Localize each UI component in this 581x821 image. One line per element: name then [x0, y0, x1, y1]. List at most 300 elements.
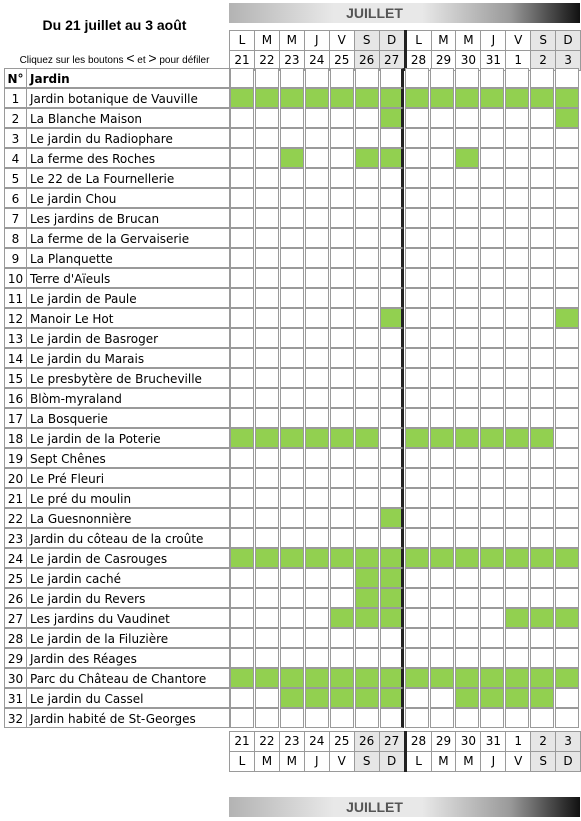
day-header-top — [229, 30, 581, 71]
closed-day-cell — [355, 288, 379, 308]
closed-day-cell — [230, 688, 254, 708]
closed-day-cell — [330, 488, 354, 508]
garden-number: 3 — [4, 128, 26, 148]
closed-day-cell — [455, 628, 479, 648]
day-number-bottom-5: 26 — [354, 732, 379, 752]
closed-day-cell — [380, 328, 404, 348]
closed-day-cell — [430, 508, 454, 528]
instructions-post: pour défiler — [156, 55, 210, 66]
closed-day-cell — [530, 388, 554, 408]
open-day-cell — [455, 88, 479, 108]
closed-day-cell — [430, 208, 454, 228]
day-letter-top-10: J — [481, 31, 506, 51]
closed-day-cell — [330, 468, 354, 488]
closed-day-cell — [530, 528, 554, 548]
header-day-cell — [530, 68, 554, 88]
closed-day-cell — [480, 448, 504, 468]
closed-day-cell — [405, 448, 429, 468]
closed-day-cell — [280, 108, 304, 128]
header-day-cell — [480, 68, 504, 88]
closed-day-cell — [505, 148, 529, 168]
closed-day-cell — [455, 608, 479, 628]
closed-day-cell — [255, 148, 279, 168]
closed-day-cell — [505, 328, 529, 348]
closed-day-cell — [280, 188, 304, 208]
closed-day-cell — [555, 348, 579, 368]
garden-name[interactable]: La Bosquerie — [26, 408, 230, 428]
closed-day-cell — [505, 388, 529, 408]
next-symbol: > — [148, 50, 157, 66]
closed-day-cell — [305, 448, 329, 468]
closed-day-cell — [305, 248, 329, 268]
closed-day-cell — [430, 468, 454, 488]
closed-day-cell — [480, 328, 504, 348]
garden-number: 26 — [4, 588, 26, 608]
open-day-cell — [355, 148, 379, 168]
day-letter-top-8: M — [431, 31, 456, 51]
closed-day-cell — [505, 588, 529, 608]
closed-day-cell — [505, 528, 529, 548]
table-row — [0, 428, 581, 448]
garden-name[interactable]: Sept Chênes — [26, 448, 230, 468]
closed-day-cell — [480, 188, 504, 208]
day-number-bottom-4: 25 — [329, 732, 354, 752]
closed-day-cell — [355, 488, 379, 508]
garden-number: 19 — [4, 448, 26, 468]
open-day-cell — [330, 608, 354, 628]
closed-day-cell — [480, 208, 504, 228]
open-day-cell — [455, 668, 479, 688]
closed-day-cell — [530, 408, 554, 428]
garden-number: 2 — [4, 108, 26, 128]
closed-day-cell — [405, 328, 429, 348]
closed-day-cell — [330, 368, 354, 388]
garden-name[interactable]: Le jardin de Basroger — [26, 328, 230, 348]
closed-day-cell — [405, 148, 429, 168]
closed-day-cell — [380, 348, 404, 368]
garden-name[interactable]: La Blanche Maison — [26, 108, 230, 128]
closed-day-cell — [305, 348, 329, 368]
open-day-cell — [355, 688, 379, 708]
page-title: Du 21 juillet au 3 août — [42, 17, 187, 33]
closed-day-cell — [555, 168, 579, 188]
day-number-top-1: 22 — [254, 51, 279, 71]
closed-day-cell — [355, 368, 379, 388]
garden-name[interactable]: Jardin botanique de Vauville — [26, 88, 230, 108]
garden-name[interactable]: Le jardin caché — [26, 568, 230, 588]
open-day-cell — [530, 428, 554, 448]
table-row — [0, 648, 581, 668]
day-number-top-2: 23 — [279, 51, 304, 71]
closed-day-cell — [330, 308, 354, 328]
closed-day-cell — [330, 708, 354, 728]
open-day-cell — [230, 428, 254, 448]
closed-day-cell — [405, 248, 429, 268]
closed-day-cell — [355, 328, 379, 348]
garden-name[interactable]: Le 22 de La Fournellerie — [26, 168, 230, 188]
closed-day-cell — [430, 708, 454, 728]
closed-day-cell — [280, 128, 304, 148]
closed-day-cell — [530, 208, 554, 228]
garden-number: 6 — [4, 188, 26, 208]
closed-day-cell — [555, 568, 579, 588]
closed-day-cell — [305, 288, 329, 308]
table-row — [0, 148, 581, 168]
closed-day-cell — [505, 568, 529, 588]
closed-day-cell — [430, 348, 454, 368]
closed-day-cell — [255, 268, 279, 288]
closed-day-cell — [305, 628, 329, 648]
closed-day-cell — [355, 448, 379, 468]
closed-day-cell — [305, 408, 329, 428]
day-letter-bottom-10: J — [481, 752, 506, 772]
closed-day-cell — [355, 508, 379, 528]
closed-day-cell — [480, 348, 504, 368]
closed-day-cell — [280, 408, 304, 428]
garden-name[interactable]: Le jardin de Casrouges — [26, 548, 230, 568]
closed-day-cell — [455, 228, 479, 248]
closed-day-cell — [555, 588, 579, 608]
closed-day-cell — [505, 128, 529, 148]
closed-day-cell — [380, 488, 404, 508]
closed-day-cell — [455, 568, 479, 588]
closed-day-cell — [255, 328, 279, 348]
garden-name[interactable]: Jardin des Réages — [26, 648, 230, 668]
instructions-pre: Cliquez sur les boutons — [19, 55, 127, 66]
closed-day-cell — [255, 488, 279, 508]
closed-day-cell — [305, 588, 329, 608]
closed-day-cell — [480, 388, 504, 408]
garden-name[interactable]: La Planquette — [26, 248, 230, 268]
closed-day-cell — [455, 208, 479, 228]
table-row — [0, 248, 581, 268]
garden-number: 32 — [4, 708, 26, 728]
closed-day-cell — [380, 468, 404, 488]
closed-day-cell — [355, 228, 379, 248]
garden-name[interactable]: Terre d'Aïeuls — [26, 268, 230, 288]
closed-day-cell — [555, 448, 579, 468]
garden-name[interactable]: Jardin du côteau de la croûte — [26, 528, 230, 548]
day-letter-bottom-12: S — [531, 752, 556, 772]
day-letter-bottom-11: V — [506, 752, 531, 772]
header-day-cell — [430, 68, 454, 88]
day-number-top-0: 21 — [230, 51, 255, 71]
closed-day-cell — [305, 128, 329, 148]
table-row — [0, 228, 581, 248]
closed-day-cell — [230, 148, 254, 168]
closed-day-cell — [330, 168, 354, 188]
closed-day-cell — [280, 528, 304, 548]
closed-day-cell — [430, 568, 454, 588]
open-day-cell — [380, 308, 404, 328]
open-day-cell — [405, 88, 429, 108]
closed-day-cell — [230, 288, 254, 308]
open-day-cell — [255, 668, 279, 688]
closed-day-cell — [380, 248, 404, 268]
closed-day-cell — [305, 508, 329, 528]
closed-day-cell — [330, 528, 354, 548]
open-day-cell — [280, 88, 304, 108]
garden-name[interactable]: Le jardin Chou — [26, 188, 230, 208]
day-letters-row-bottom — [230, 752, 581, 772]
closed-day-cell — [330, 248, 354, 268]
garden-name[interactable]: Manoir Le Hot — [26, 308, 230, 328]
closed-day-cell — [455, 488, 479, 508]
table-row — [0, 188, 581, 208]
closed-day-cell — [455, 188, 479, 208]
table-row — [0, 168, 581, 188]
closed-day-cell — [530, 568, 554, 588]
closed-day-cell — [430, 248, 454, 268]
day-letter-top-6: D — [379, 31, 405, 51]
closed-day-cell — [380, 208, 404, 228]
closed-day-cell — [555, 648, 579, 668]
garden-name[interactable]: Le jardin du Marais — [26, 348, 230, 368]
closed-day-cell — [380, 288, 404, 308]
open-day-cell — [330, 548, 354, 568]
closed-day-cell — [280, 248, 304, 268]
garden-number: 7 — [4, 208, 26, 228]
closed-day-cell — [380, 708, 404, 728]
closed-day-cell — [405, 128, 429, 148]
open-day-cell — [480, 428, 504, 448]
closed-day-cell — [530, 448, 554, 468]
closed-day-cell — [230, 588, 254, 608]
open-day-cell — [430, 668, 454, 688]
closed-day-cell — [305, 228, 329, 248]
open-day-cell — [305, 548, 329, 568]
open-day-cell — [530, 88, 554, 108]
closed-day-cell — [255, 508, 279, 528]
closed-day-cell — [355, 168, 379, 188]
garden-name[interactable]: Parc du Château de Chantore — [26, 668, 230, 688]
closed-day-cell — [455, 408, 479, 428]
garden-name[interactable]: Blòm-myraland — [26, 388, 230, 408]
header-day-cell — [380, 68, 404, 88]
closed-day-cell — [505, 288, 529, 308]
closed-day-cell — [305, 488, 329, 508]
closed-day-cell — [530, 188, 554, 208]
day-number-bottom-8: 29 — [431, 732, 456, 752]
day-number-bottom-13: 3 — [556, 732, 581, 752]
closed-day-cell — [455, 348, 479, 368]
closed-day-cell — [405, 468, 429, 488]
closed-day-cell — [530, 228, 554, 248]
closed-day-cell — [280, 628, 304, 648]
closed-day-cell — [555, 328, 579, 348]
closed-day-cell — [430, 228, 454, 248]
table-row — [0, 668, 581, 688]
closed-day-cell — [405, 188, 429, 208]
month-scroll-bar-bottom[interactable] — [229, 797, 580, 817]
open-day-cell — [505, 428, 529, 448]
open-day-cell — [355, 568, 379, 588]
closed-day-cell — [530, 468, 554, 488]
day-number-top-12: 2 — [531, 51, 556, 71]
table-row — [0, 508, 581, 528]
closed-day-cell — [530, 328, 554, 348]
open-day-cell — [530, 668, 554, 688]
closed-day-cell — [405, 408, 429, 428]
table-row — [0, 628, 581, 648]
garden-number: 8 — [4, 228, 26, 248]
day-number-bottom-9: 30 — [456, 732, 481, 752]
closed-day-cell — [230, 408, 254, 428]
closed-day-cell — [230, 328, 254, 348]
garden-number: 20 — [4, 468, 26, 488]
day-letter-top-7: L — [405, 31, 431, 51]
closed-day-cell — [230, 308, 254, 328]
closed-day-cell — [280, 228, 304, 248]
open-day-cell — [380, 508, 404, 528]
garden-name[interactable]: La Guesnonnière — [26, 508, 230, 528]
closed-day-cell — [230, 628, 254, 648]
garden-name[interactable]: Le jardin de Paule — [26, 288, 230, 308]
closed-day-cell — [405, 268, 429, 288]
closed-day-cell — [480, 288, 504, 308]
open-day-cell — [530, 608, 554, 628]
closed-day-cell — [305, 608, 329, 628]
garden-number: 30 — [4, 668, 26, 688]
open-day-cell — [280, 668, 304, 688]
garden-name[interactable]: Le pré du moulin — [26, 488, 230, 508]
day-number-top-4: 25 — [329, 51, 354, 71]
closed-day-cell — [530, 368, 554, 388]
closed-day-cell — [505, 208, 529, 228]
open-day-cell — [330, 88, 354, 108]
closed-day-cell — [405, 648, 429, 668]
open-day-cell — [455, 148, 479, 168]
open-day-cell — [505, 668, 529, 688]
closed-day-cell — [530, 308, 554, 328]
garden-number: 15 — [4, 368, 26, 388]
closed-day-cell — [230, 368, 254, 388]
closed-day-cell — [530, 588, 554, 608]
garden-name[interactable]: Le presbytère de Brucheville — [26, 368, 230, 388]
column-header-number: N° — [4, 68, 26, 88]
garden-name[interactable]: Le jardin du Revers — [26, 588, 230, 608]
closed-day-cell — [480, 628, 504, 648]
garden-name[interactable]: Les jardins de Brucan — [26, 208, 230, 228]
garden-number: 21 — [4, 488, 26, 508]
header-day-cell — [455, 68, 479, 88]
closed-day-cell — [430, 628, 454, 648]
closed-day-cell — [330, 408, 354, 428]
closed-day-cell — [380, 448, 404, 468]
garden-name[interactable]: Le jardin du Cassel — [26, 688, 230, 708]
closed-day-cell — [230, 488, 254, 508]
header-day-cell — [405, 68, 429, 88]
closed-day-cell — [530, 348, 554, 368]
closed-day-cell — [230, 448, 254, 468]
month-label-bottom: JUILLET — [346, 799, 403, 815]
open-day-cell — [455, 428, 479, 448]
garden-name[interactable]: Le jardin du Radiophare — [26, 128, 230, 148]
garden-name[interactable]: Le jardin de la Poterie — [26, 428, 230, 448]
table-row — [0, 568, 581, 588]
closed-day-cell — [480, 708, 504, 728]
day-number-bottom-0: 21 — [230, 732, 255, 752]
day-numbers-row-bottom — [230, 732, 581, 752]
closed-day-cell — [455, 708, 479, 728]
closed-day-cell — [405, 168, 429, 188]
garden-number: 1 — [4, 88, 26, 108]
closed-day-cell — [255, 208, 279, 228]
closed-day-cell — [430, 168, 454, 188]
closed-day-cell — [330, 228, 354, 248]
closed-day-cell — [405, 348, 429, 368]
closed-day-cell — [430, 288, 454, 308]
day-letter-bottom-5: S — [354, 752, 379, 772]
day-letter-bottom-7: L — [405, 752, 431, 772]
table-row — [0, 308, 581, 328]
closed-day-cell — [430, 268, 454, 288]
garden-name[interactable]: Le Pré Fleuri — [26, 468, 230, 488]
open-day-cell — [505, 688, 529, 708]
closed-day-cell — [530, 648, 554, 668]
garden-name[interactable]: La ferme des Roches — [26, 148, 230, 168]
closed-day-cell — [280, 468, 304, 488]
closed-day-cell — [255, 408, 279, 428]
closed-day-cell — [505, 708, 529, 728]
closed-day-cell — [305, 208, 329, 228]
open-day-cell — [505, 608, 529, 628]
closed-day-cell — [355, 128, 379, 148]
garden-name[interactable]: Le jardin de la Filuzière — [26, 628, 230, 648]
closed-day-cell — [355, 648, 379, 668]
closed-day-cell — [355, 408, 379, 428]
month-scroll-bar-top[interactable] — [229, 3, 580, 23]
header-day-cell — [255, 68, 279, 88]
closed-day-cell — [530, 508, 554, 528]
closed-day-cell — [555, 268, 579, 288]
garden-name[interactable]: La ferme de la Gervaiserie — [26, 228, 230, 248]
open-day-cell — [230, 548, 254, 568]
open-day-cell — [255, 548, 279, 568]
instructions-mid: et — [134, 55, 149, 66]
closed-day-cell — [405, 628, 429, 648]
open-day-cell — [380, 588, 404, 608]
day-number-bottom-10: 31 — [481, 732, 506, 752]
open-day-cell — [405, 668, 429, 688]
table-row — [0, 448, 581, 468]
day-letter-bottom-9: M — [456, 752, 481, 772]
closed-day-cell — [255, 448, 279, 468]
closed-day-cell — [555, 228, 579, 248]
closed-day-cell — [455, 248, 479, 268]
closed-day-cell — [255, 688, 279, 708]
closed-day-cell — [255, 248, 279, 268]
closed-day-cell — [230, 528, 254, 548]
open-day-cell — [380, 148, 404, 168]
garden-name[interactable]: Les jardins du Vaudinet — [26, 608, 230, 628]
open-day-cell — [555, 608, 579, 628]
closed-day-cell — [305, 708, 329, 728]
closed-day-cell — [505, 648, 529, 668]
open-day-cell — [380, 668, 404, 688]
closed-day-cell — [355, 188, 379, 208]
open-day-cell — [305, 668, 329, 688]
closed-day-cell — [455, 508, 479, 528]
closed-day-cell — [305, 468, 329, 488]
closed-day-cell — [330, 648, 354, 668]
garden-number: 28 — [4, 628, 26, 648]
day-number-bottom-2: 23 — [279, 732, 304, 752]
garden-name[interactable]: Jardin habité de St-Georges — [26, 708, 230, 728]
closed-day-cell — [430, 328, 454, 348]
open-day-cell — [480, 688, 504, 708]
closed-day-cell — [305, 568, 329, 588]
